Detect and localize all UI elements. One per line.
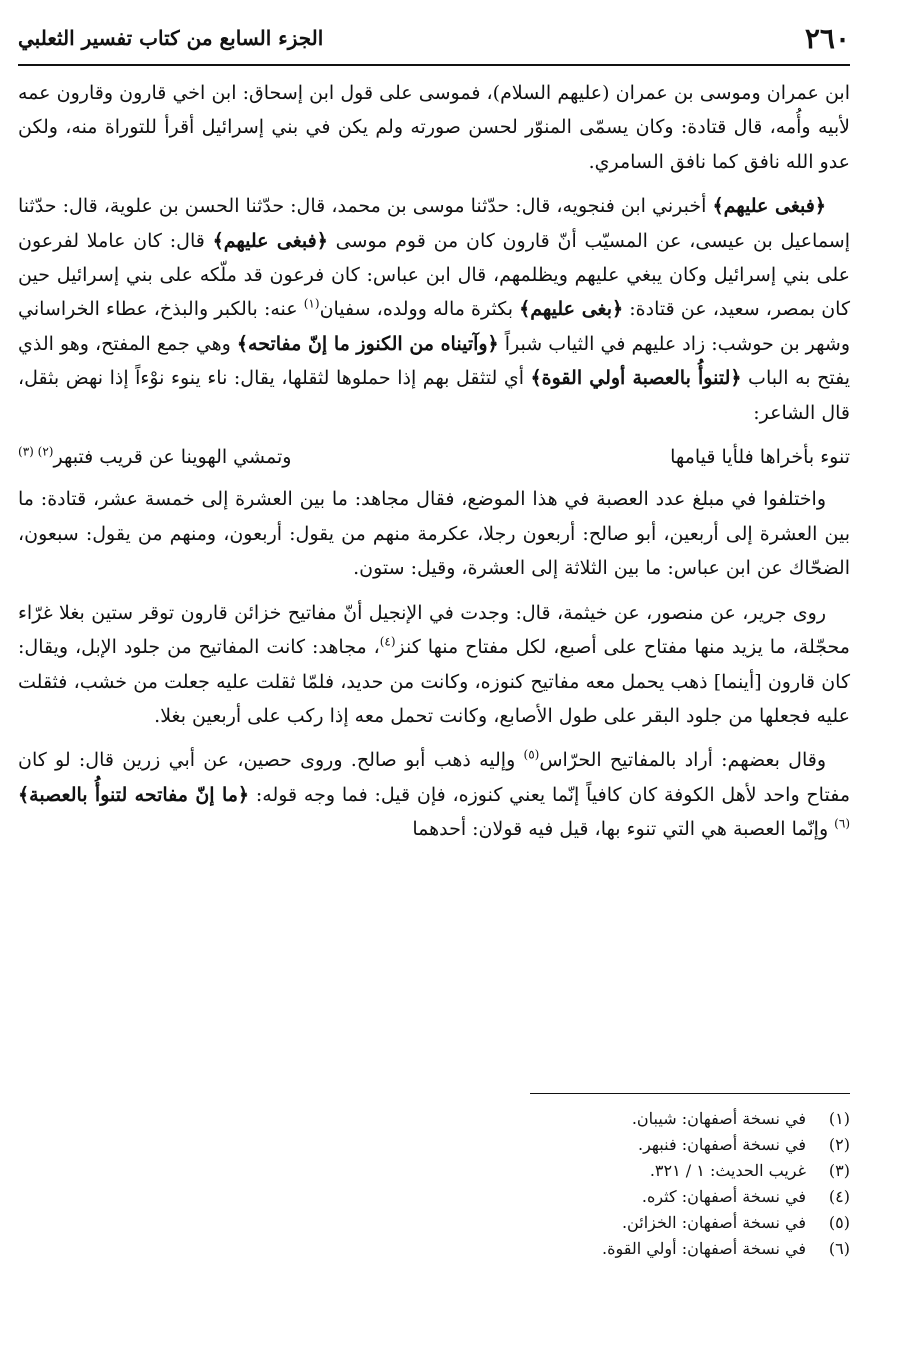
paragraph-5 <box>18 743 850 846</box>
footnote-number: (٤) <box>828 1187 850 1206</box>
footnote-text: في نسخة أصفهان: كثره. <box>641 1187 806 1206</box>
footnote-ref-2-3[interactable]: (٢) (٣) <box>18 444 54 459</box>
verse-second-hemistich-wrap <box>18 440 291 474</box>
text-span: قال: كان عاملا لفرعون على بني إسرائيل وكان يبغي عليهم ويظلمهم، قال ابن عباس: كان فرعون قد ملّكه على بني إسرائيل حين كان بمصر، سعيد، عن قتادة: <box>18 229 851 321</box>
footnote-number: (٢) <box>828 1135 850 1154</box>
poetry-verse <box>18 440 850 474</box>
footnote-item <box>602 1106 850 1132</box>
quran-quote: ﴿وآتيناه من الكنوز ما إنّ مفاتحه﴾ <box>236 332 499 355</box>
footnote-number: (٣) <box>828 1161 850 1180</box>
page-header <box>18 20 850 66</box>
quran-quote: ﴿فبغى عليهم﴾ <box>212 229 328 252</box>
text-span: وقال بعضهم: أراد بالمفاتيح الحرّاس <box>539 749 826 772</box>
footnote-ref-4[interactable]: (٤) <box>379 634 396 649</box>
quran-quote: ﴿بغى عليهم﴾ <box>519 298 624 321</box>
footnote-divider <box>530 1093 850 1094</box>
quran-quote: ﴿فبغى عليهم﴾ <box>712 195 827 218</box>
quran-quote: ﴿ما إنّ مفاتحه لتنوأُ بالعصبة﴾ <box>18 783 250 806</box>
text-span: بكثرة ماله وولده، سفيان <box>319 298 520 321</box>
verse-second-hemistich: وتمشي الهوينا عن قريب فتبهر <box>53 446 292 469</box>
text-span: وإليه ذهب أبو صالح. وروى حصين، عن أبي زرين قال: لو كان مفتاح واحد لأهل الكوفة كان كافياً إنّما يعني كنوزه، فإن قيل: فما وجه قوله: <box>18 749 850 806</box>
paragraph-4 <box>18 596 850 734</box>
footnote-text: في نسخة أصفهان: أولي القوة. <box>601 1239 806 1258</box>
footnote-number: (٦) <box>828 1239 850 1258</box>
footnote-item <box>602 1158 850 1184</box>
text-span: روى جرير، عن منصور، عن خيثمة، قال: وجدت في الإنجيل أنّ مفاتيح خزائن قارون توقر ستين بغلا غرّاء محجّلة، ما يزيد منها مفتاح على أصبع، لكل مفتاح منها كنز <box>18 601 850 659</box>
footnotes <box>602 1106 850 1262</box>
paragraph-1: ابن عمران وموسى بن عمران (عليهم السلام)، فموسى على قول ابن إسحاق: ابن اخي قارون وقارون عمه لأبيه وأُمه، قال قتادة: وكان يسمّى المنوّر لحسن صورته ولم يكن في بني إسرائيل أقرأ للتوراة منه، ولكن عدو الله نافق كما نافق السامري. <box>18 82 850 173</box>
text-span: عنه: بالكبر والبذخ، عطاء الخراساني وشهر بن حوشب: زاد عليهم في الثياب شبراً <box>18 298 851 355</box>
footnote-ref-1[interactable]: (١) <box>303 297 320 312</box>
text-span: وهي جمع المفتح، وهو الذي يفتح به الباب <box>18 332 851 390</box>
footnote-text: في نسخة أصفهان: شيبان. <box>631 1109 806 1128</box>
text-span: أي لتثقل بهم إذا حملوها لثقلها، يقال: ناء ينوء نوْءاً إذا نهض بثقل، قال الشاعر: <box>18 367 850 424</box>
footnote-text: في نسخة أصفهان: الخزائن. <box>621 1213 806 1232</box>
footnote-text: غريب الحديث: ١ / ٣٢١. <box>649 1161 806 1180</box>
text-span: ، مجاهد: كانت المفاتيح من جلود الإبل، ويقال: كان قارون [أينما] ذهب يحمل معه مفاتيح كنوزه، وكانت من حديد، فلمّا ثقلت عليه جعلت من خشب، فثقلت عليه فجعلها من جلود البقر على طول الأصابع، وكانت تحمل معه إذا ركب على أربعين بغلا. <box>18 636 850 727</box>
footnote-item <box>602 1236 850 1262</box>
footnote-ref-6[interactable]: (٦) <box>834 816 850 831</box>
paragraph-2 <box>18 189 850 430</box>
footnote-text: في نسخة أصفهان: فنبهر. <box>638 1135 806 1154</box>
footnote-ref-5[interactable]: (٥) <box>523 747 540 762</box>
footnote-item <box>602 1184 850 1210</box>
footnote-number: (١) <box>828 1109 850 1128</box>
footnote-number: (٥) <box>828 1213 850 1232</box>
page-number: ٢٦٠ <box>804 22 850 55</box>
running-title: الجزء السابع من كتاب تفسير الثعلبي <box>18 26 324 50</box>
verse-first-hemistich: تنوء بأخراها فلأيا قيامها <box>670 446 850 469</box>
footnote-item <box>602 1210 850 1236</box>
text-span: أخبرني ابن فنجويه، قال: حدّثنا موسى بن محمد، قال: حدّثنا الحسن بن علوية، قال: حدّثنا إسماعيل بن عيسى، عن المسيّب أنّ قارون كان من قوم موسى <box>18 195 851 252</box>
footnote-item <box>602 1132 850 1158</box>
quran-quote: ﴿لتنوأُ بالعصبة أولي القوة﴾ <box>530 367 742 390</box>
paragraph-3: واختلفوا في مبلغ عدد العصبة في هذا الموضع، فقال مجاهد: ما بين العشرة إلى خمسة عشر، قتادة: ما بين العشرة إلى أربعين، أبو صالح: أربعون رجلا، عكرمة منهم من يقول: أربعون، ومنهم من يقول: سبعون، الضحّاك عن ابن عباس: ما بين الثلاثة إلى العشرة، وقيل: ستون. <box>18 488 850 580</box>
main-text <box>18 76 850 857</box>
text-span: وإنّما العصبة هي التي تنوء بها، قيل فيه قولان: أحدهما <box>412 818 835 841</box>
